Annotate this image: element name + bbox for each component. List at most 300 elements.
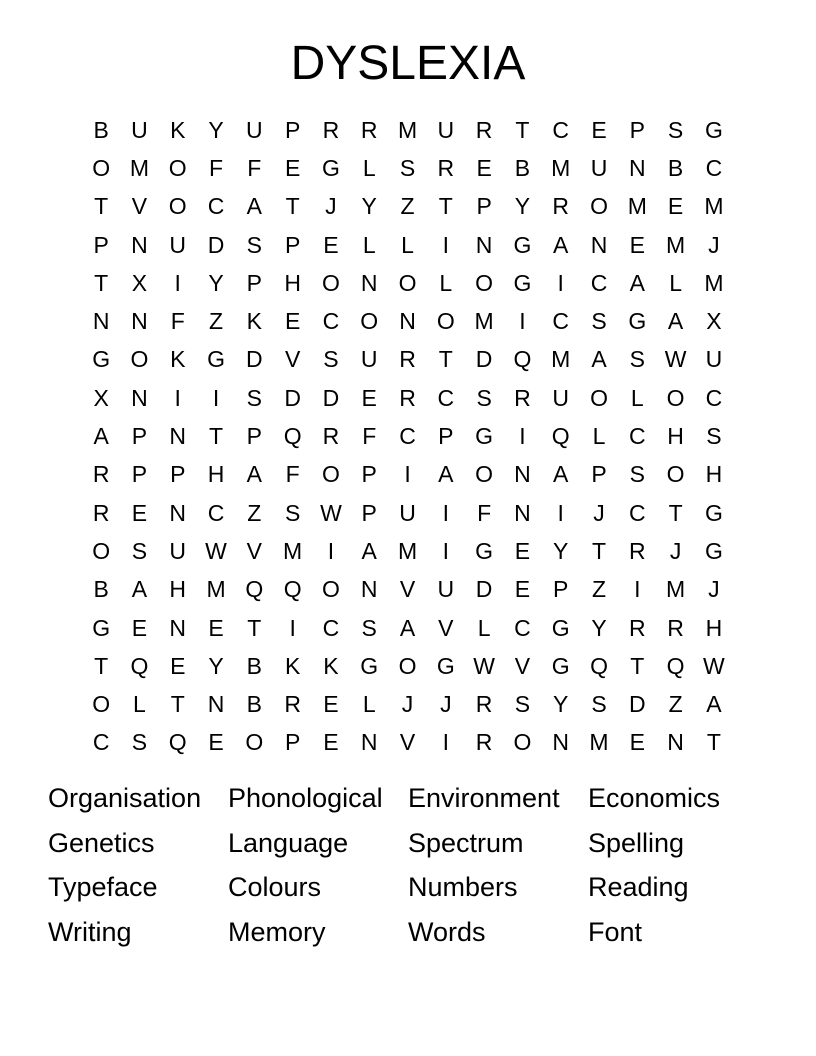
grid-letter[interactable]: C [628,499,646,526]
grid-letter[interactable]: G [704,499,723,526]
grid-letter[interactable]: F [362,423,377,450]
grid-letter[interactable]: C [514,614,531,641]
grid-letter[interactable]: G [207,346,225,373]
grid-letter[interactable]: O [398,652,417,679]
grid-letter[interactable]: E [323,231,339,258]
grid-letter[interactable]: N [360,576,378,603]
grid-letter[interactable]: F [209,154,224,181]
grid-letter[interactable]: I [557,499,564,526]
grid-letter[interactable]: G [92,614,111,641]
grid-letter[interactable]: L [630,384,644,411]
grid-letter[interactable]: L [592,423,606,450]
grid-letter[interactable]: H [705,614,723,641]
grid-letter[interactable]: I [174,384,181,411]
grid-letter[interactable]: T [94,269,109,296]
grid-letter[interactable]: R [284,691,301,718]
grid-letter[interactable]: E [591,116,607,143]
grid-letter[interactable]: P [131,461,148,488]
grid-letter[interactable]: F [285,461,300,488]
grid-letter[interactable]: G [551,652,570,679]
grid-letter[interactable]: O [436,308,455,335]
grid-letter[interactable]: C [552,116,570,143]
grid-letter[interactable]: O [245,729,264,756]
grid-letter[interactable]: V [284,346,301,373]
grid-letter[interactable]: R [667,614,684,641]
grid-letter[interactable]: A [246,461,262,488]
grid-letter[interactable]: M [704,193,724,220]
grid-letter[interactable]: C [207,499,225,526]
grid-letter[interactable]: S [246,231,262,258]
grid-letter[interactable]: I [557,269,564,296]
grid-letter[interactable]: M [206,576,226,603]
grid-letter[interactable]: E [284,154,301,181]
grid-letter[interactable]: I [212,384,220,411]
grid-letter[interactable]: G [360,652,379,679]
grid-letter[interactable]: B [246,652,262,679]
grid-letter[interactable]: A [361,537,377,564]
puzzle-title: DYSLEXIA [290,37,526,90]
grid-letter[interactable]: G [475,423,494,450]
grid-letter[interactable]: P [170,461,186,488]
grid-letter[interactable]: U [590,154,608,181]
grid-letter[interactable]: C [552,308,570,335]
grid-letter[interactable]: N [475,231,493,258]
grid-letter[interactable]: M [397,116,418,143]
grid-letter[interactable]: P [629,116,645,143]
grid-letter[interactable]: E [476,154,492,181]
grid-letter[interactable]: M [627,193,647,220]
grid-letter[interactable]: U [399,499,416,526]
grid-letter[interactable]: N [399,308,416,335]
grid-letter[interactable]: W [320,499,342,526]
grid-letter[interactable]: U [360,346,378,373]
grid-letter[interactable]: R [399,384,416,411]
grid-letter[interactable]: T [94,193,109,220]
grid-letter[interactable]: M [551,346,571,373]
grid-letter[interactable]: K [170,116,186,143]
grid-letter[interactable]: U [705,346,723,373]
grid-letter[interactable]: P [361,499,377,526]
grid-letter[interactable]: L [362,154,376,181]
grid-letter[interactable]: U [552,384,570,411]
grid-letter[interactable]: Y [208,116,224,143]
grid-letter[interactable]: K [170,346,186,373]
grid-letter[interactable]: N [131,231,148,258]
grid-letter[interactable]: A [553,231,569,258]
grid-letter[interactable]: C [705,384,723,411]
grid-letter[interactable]: I [174,269,181,296]
grid-letter[interactable]: O [321,269,340,296]
grid-letter[interactable]: T [209,423,224,450]
grid-letter[interactable]: A [629,269,645,296]
grid-letter[interactable]: B [246,691,262,718]
grid-letter[interactable]: U [169,537,187,564]
grid-letter[interactable]: S [284,499,301,526]
grid-letter[interactable]: P [284,231,301,258]
grid-letter[interactable]: Z [400,193,415,220]
grid-letter[interactable]: X [706,308,722,335]
grid-letter[interactable]: N [360,729,378,756]
grid-letter[interactable]: J [325,193,337,220]
grid-letter[interactable]: N [628,154,646,181]
word-list-item: Reading [588,872,689,903]
grid-letter[interactable]: G [513,231,532,258]
grid-letter[interactable]: L [477,614,491,641]
grid-letter[interactable]: H [207,461,225,488]
grid-letter[interactable]: S [323,346,339,373]
grid-letter[interactable]: J [593,499,605,526]
grid-letter[interactable]: T [94,652,109,679]
grid-letter[interactable]: W [703,652,725,679]
grid-letter[interactable]: E [629,231,645,258]
grid-letter[interactable]: U [131,116,148,143]
grid-letter[interactable]: E [284,308,301,335]
grid-letter[interactable]: M [397,537,418,564]
grid-letter[interactable]: Y [591,614,607,641]
grid-letter[interactable]: K [323,652,339,679]
grid-letter[interactable]: N [514,461,531,488]
grid-letter[interactable]: D [475,346,493,373]
grid-letter[interactable]: B [93,576,109,603]
grid-letter[interactable]: H [169,576,187,603]
grid-letter[interactable]: A [438,461,454,488]
grid-letter[interactable]: U [246,116,263,143]
grid-letter[interactable]: J [708,576,720,603]
grid-letter[interactable]: T [438,193,453,220]
grid-letter[interactable]: E [514,576,531,603]
grid-letter[interactable]: E [131,614,148,641]
grid-letter[interactable]: S [591,691,607,718]
grid-letter[interactable]: R [475,116,493,143]
grid-letter[interactable]: G [513,269,532,296]
grid-letter[interactable]: C [590,269,608,296]
grid-letter[interactable]: Q [168,729,187,756]
grid-letter[interactable]: M [666,576,686,603]
grid-letter[interactable]: D [284,384,301,411]
word-list-item: Numbers [408,872,518,903]
grid-letter[interactable]: L [401,231,414,258]
grid-letter[interactable]: R [437,154,455,181]
grid-letter[interactable]: H [284,269,301,296]
grid-letter[interactable]: M [129,154,150,181]
grid-letter[interactable]: P [93,231,109,258]
grid-letter[interactable]: S [399,154,416,181]
grid-letter[interactable]: C [628,423,646,450]
grid-letter[interactable]: I [289,614,296,641]
grid-letter[interactable]: C [399,423,416,450]
grid-letter[interactable]: M [283,537,303,564]
grid-letter[interactable]: Q [283,576,302,603]
grid-letter[interactable]: Z [209,308,224,335]
grid-letter[interactable]: N [169,423,187,450]
grid-letter[interactable]: O [130,346,149,373]
grid-letter[interactable]: G [704,116,723,143]
grid-letter[interactable]: Q [666,652,685,679]
grid-letter[interactable]: Q [283,423,302,450]
grid-letter[interactable]: D [475,576,493,603]
grid-letter[interactable]: E [131,499,148,526]
grid-letter[interactable]: X [93,384,109,411]
grid-letter[interactable]: I [442,537,450,564]
grid-letter[interactable]: C [322,614,340,641]
grid-letter[interactable]: Q [130,652,149,679]
grid-letter[interactable]: A [591,346,607,373]
grid-letter[interactable]: T [591,537,607,564]
grid-letter[interactable]: D [322,384,340,411]
grid-letter[interactable]: A [246,193,262,220]
grid-letter[interactable]: D [246,346,263,373]
grid-letter[interactable]: S [706,423,722,450]
grid-letter[interactable]: Z [247,499,262,526]
grid-letter[interactable]: P [284,116,301,143]
grid-letter[interactable]: C [92,729,110,756]
grid-letter[interactable]: O [168,154,187,181]
grid-letter[interactable]: K [246,308,262,335]
grid-letter[interactable]: I [442,231,450,258]
grid-letter[interactable]: X [131,269,148,296]
grid-letter[interactable]: T [170,691,185,718]
grid-letter[interactable]: O [92,537,111,564]
grid-letter[interactable]: V [399,729,416,756]
grid-letter[interactable]: K [284,652,301,679]
grid-letter[interactable]: W [664,346,687,373]
grid-letter[interactable]: O [666,461,685,488]
grid-letter[interactable]: Y [553,537,569,564]
grid-letter[interactable]: V [131,193,148,220]
grid-letter[interactable]: A [131,576,148,603]
grid-letter[interactable]: O [590,384,608,411]
word-list-item: Memory [228,916,326,947]
grid-letter[interactable]: H [667,423,684,450]
grid-letter[interactable]: S [131,729,148,756]
grid-letter[interactable]: J [669,537,682,564]
grid-letter[interactable]: R [360,116,378,143]
grid-letter[interactable]: G [436,652,455,679]
grid-letter[interactable]: T [285,193,300,220]
word-list-item: Economics [588,783,721,813]
grid-letter[interactable]: H [705,461,723,488]
grid-letter[interactable]: G [628,308,647,335]
grid-letter[interactable]: E [667,193,684,220]
grid-letter[interactable]: T [706,729,721,756]
word-list-item: Typeface [48,872,158,903]
grid-letter[interactable]: D [628,691,646,718]
grid-letter[interactable]: N [131,384,148,411]
grid-letter[interactable]: B [514,154,531,181]
grid-letter[interactable]: V [246,537,262,564]
grid-letter[interactable]: R [322,116,340,143]
grid-letter[interactable]: J [401,691,414,718]
grid-letter[interactable]: Y [514,193,531,220]
grid-letter[interactable]: A [399,614,416,641]
grid-letter[interactable]: L [362,231,376,258]
grid-letter[interactable]: R [628,537,646,564]
grid-letter[interactable]: O [321,576,340,603]
grid-letter[interactable]: G [321,154,340,181]
grid-letter[interactable]: U [437,576,455,603]
grid-letter[interactable]: P [131,423,148,450]
grid-letter[interactable]: F [170,308,185,335]
grid-letter[interactable]: N [552,729,570,756]
grid-letter[interactable]: V [438,614,454,641]
grid-letter[interactable]: N [590,231,608,258]
grid-letter[interactable]: R [399,346,416,373]
grid-letter[interactable]: R [475,691,493,718]
grid-letter[interactable]: C [322,308,340,335]
grid-letter[interactable]: E [170,652,186,679]
grid-letter[interactable]: E [629,729,645,756]
grid-letter[interactable]: E [208,729,224,756]
grid-letter[interactable]: C [437,384,455,411]
grid-letter[interactable]: P [246,423,262,450]
grid-letter[interactable]: A [93,423,109,450]
grid-letter[interactable]: Q [551,423,570,450]
grid-letter[interactable]: S [629,346,645,373]
grid-letter[interactable]: G [475,537,494,564]
word-list [48,776,768,954]
grid-letter[interactable]: I [442,499,450,526]
grid-letter[interactable]: F [247,154,262,181]
grid-letter[interactable]: Y [208,652,224,679]
grid-letter[interactable]: L [439,269,453,296]
grid-letter[interactable]: V [514,652,531,679]
grid-letter[interactable]: N [207,691,225,718]
grid-letter[interactable]: L [362,691,376,718]
grid-letter[interactable]: I [634,576,641,603]
grid-letter[interactable]: R [552,193,570,220]
grid-letter[interactable]: Y [208,269,224,296]
grid-letter[interactable]: N [169,499,187,526]
grid-letter[interactable]: R [475,729,493,756]
grid-letter[interactable]: N [514,499,531,526]
word-list-item: Organisation [48,783,202,813]
grid-letter[interactable]: Z [591,576,607,603]
grid-letter[interactable]: I [404,461,411,488]
word-list-item: Font [588,916,643,947]
word-list-item: Words [408,916,486,947]
grid-letter[interactable]: O [666,384,685,411]
grid-letter[interactable]: D [207,231,225,258]
grid-letter[interactable]: P [361,461,377,488]
grid-letter[interactable]: G [92,346,111,373]
grid-letter[interactable]: N [131,308,148,335]
grid-letter[interactable]: C [207,193,225,220]
grid-letter[interactable]: E [323,729,339,756]
grid-letter[interactable]: R [92,499,110,526]
grid-letter[interactable]: P [246,269,262,296]
grid-letter[interactable]: O [475,461,494,488]
grid-letter[interactable]: Y [553,691,569,718]
grid-letter[interactable]: L [669,269,682,296]
grid-letter[interactable]: M [704,269,724,296]
grid-letter[interactable]: S [629,461,645,488]
grid-letter[interactable]: R [92,461,110,488]
grid-letter[interactable]: W [205,537,227,564]
grid-letter[interactable]: S [476,384,492,411]
grid-letter[interactable]: O [321,461,340,488]
grid-letter[interactable]: S [246,384,262,411]
grid-letter[interactable]: M [551,154,571,181]
grid-letter[interactable]: T [247,614,262,641]
grid-letter[interactable]: O [360,308,379,335]
grid-letter[interactable]: P [591,461,607,488]
grid-letter[interactable]: M [666,231,686,258]
grid-letter[interactable]: M [589,729,609,756]
grid-letter[interactable]: G [551,614,570,641]
grid-letter[interactable]: T [630,652,645,679]
grid-letter[interactable]: I [327,537,335,564]
grid-letter[interactable]: C [705,154,723,181]
grid-letter[interactable]: S [361,614,377,641]
grid-letter[interactable]: M [474,308,494,335]
grid-letter[interactable]: P [438,423,454,450]
grid-letter[interactable]: V [399,576,416,603]
grid-letter[interactable]: L [133,691,146,718]
grid-letter[interactable]: J [440,691,452,718]
grid-letter[interactable]: E [323,691,339,718]
grid-letter[interactable]: O [590,193,608,220]
grid-letter[interactable]: E [514,537,531,564]
grid-letter[interactable]: U [437,116,455,143]
grid-letter[interactable]: P [476,193,492,220]
grid-letter[interactable]: E [361,384,377,411]
grid-letter[interactable]: F [477,499,492,526]
grid-letter[interactable]: O [92,691,111,718]
grid-letter[interactable]: R [514,384,531,411]
grid-letter[interactable]: I [442,729,450,756]
grid-letter[interactable]: Y [361,193,377,220]
grid-letter[interactable]: R [628,614,646,641]
grid-letter[interactable]: Q [513,346,532,373]
grid-letter[interactable]: S [667,116,684,143]
grid-letter[interactable]: B [93,116,109,143]
grid-letter[interactable]: A [667,308,684,335]
grid-letter[interactable]: N [169,614,187,641]
grid-letter[interactable]: O [475,269,494,296]
grid-letter[interactable]: W [473,652,495,679]
grid-letter[interactable]: T [668,499,683,526]
grid-letter[interactable]: O [398,269,417,296]
grid-letter[interactable]: I [519,423,526,450]
grid-letter[interactable]: S [591,308,607,335]
grid-letter[interactable]: S [131,537,148,564]
grid-letter[interactable]: J [708,231,720,258]
grid-letter[interactable]: N [92,308,110,335]
grid-letter[interactable]: O [513,729,532,756]
grid-letter[interactable]: T [515,116,530,143]
grid-letter[interactable]: P [284,729,301,756]
grid-letter[interactable]: P [553,576,569,603]
grid-letter[interactable]: G [704,537,723,564]
grid-letter[interactable]: R [322,423,340,450]
grid-letter[interactable]: Z [668,691,683,718]
grid-letter[interactable]: I [519,308,526,335]
grid-letter[interactable]: N [667,729,684,756]
grid-letter[interactable]: A [706,691,722,718]
grid-letter[interactable]: O [168,193,187,220]
grid-letter[interactable]: Q [245,576,264,603]
grid-letter[interactable]: N [360,269,378,296]
grid-letter[interactable]: U [169,231,187,258]
grid-letter[interactable]: B [667,154,684,181]
grid-letter[interactable]: T [438,346,453,373]
grid-letter[interactable]: Q [590,652,608,679]
grid-letter[interactable]: A [553,461,569,488]
word-list-item: Spelling [588,827,685,858]
grid-letter[interactable]: E [208,614,224,641]
grid-letter[interactable]: S [514,691,531,718]
grid-letter[interactable]: O [92,154,111,181]
